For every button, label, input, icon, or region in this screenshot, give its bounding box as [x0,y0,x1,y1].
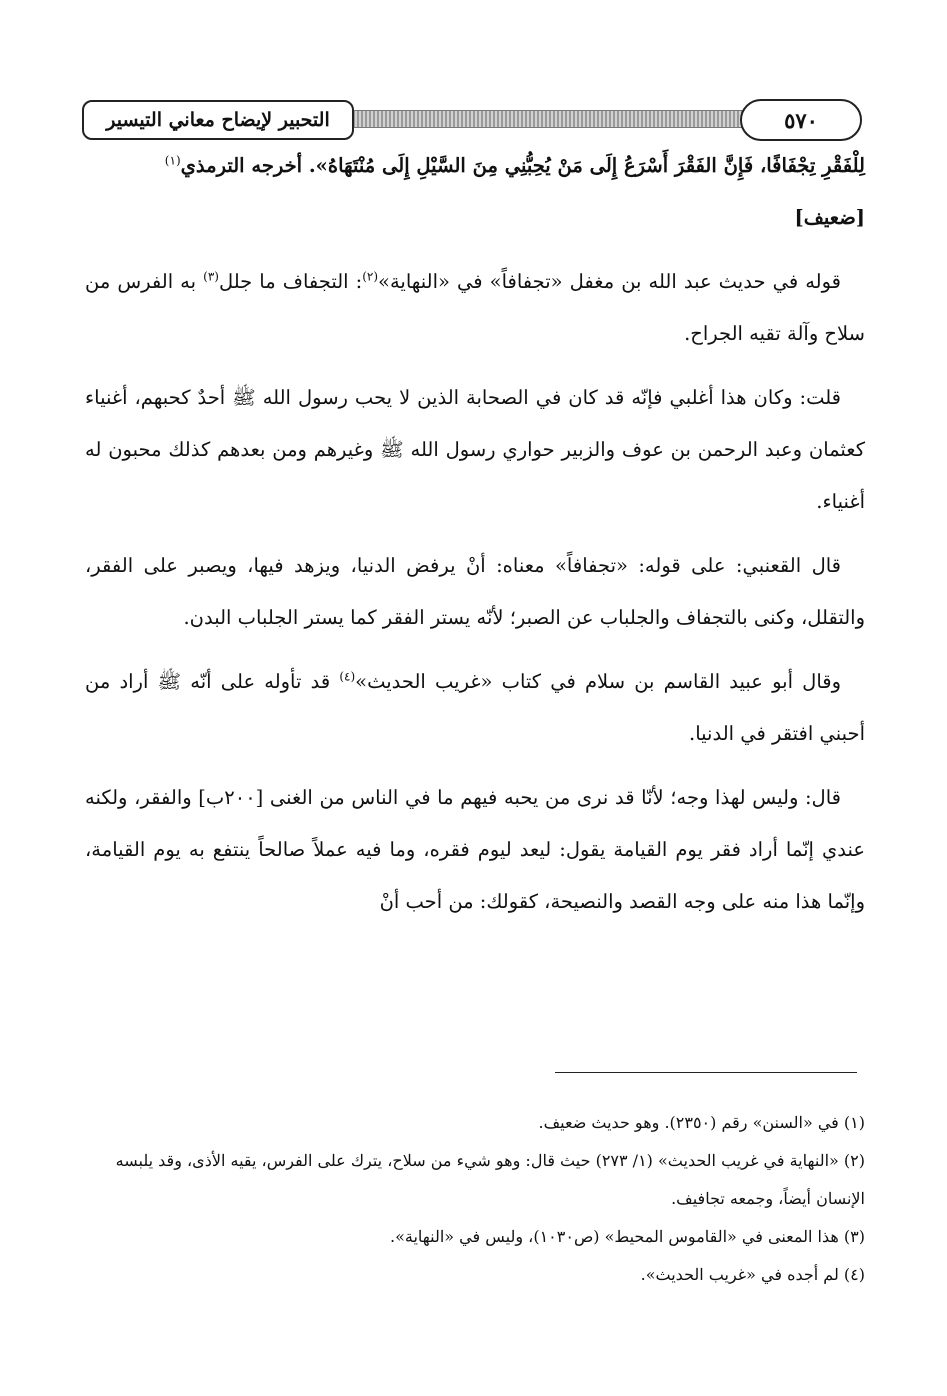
footnote-ref: (٤) [339,669,356,684]
footnote-2: (٢) «النهاية في غريب الحديث» (١/ ٢٧٣) حيث قال: وهو شيء من سلاح، يترك على الفرس، يقيه الأذى، وقد يلبسه الإنسان أيضاً، وجمعه تجافيف. [115,1151,865,1208]
main-text [85,140,865,940]
page-header [82,97,862,143]
text-segment: وقال أبو عبيد القاسم بن سلام في كتاب «غريب الحديث» [355,670,841,693]
page-number: ٥٧٠ [740,99,862,141]
footnote-ref: (٢) [362,269,379,284]
paragraph-hadith-end [85,140,865,244]
hadith-grade: [ضعيف] [794,206,865,229]
book-title: التحبير لإيضاح معاني التيسير [82,100,354,140]
paragraph-qala: قال: وليس لهذا وجه؛ لأنّا قد نرى من يحبه فيهم ما في الناس من الغنى [٢٠٠ب] والفقر، ولكنه عندي إنّما أراد فقر يوم القيامة يقول: ليعد ليوم فقره، وما فيه عملاً صالحاً ينتفع به يوم القيامة، وإنّما هذا منه على وجه القصد والنصيحة، كقولك: من أحب أنْ [85,786,865,913]
footnote-3: (٣) هذا المعنى في «القاموس المحيط» (ص١٠٣٠)، وليس في «النهاية». [389,1227,865,1246]
footnote-1: (١) في «السنن» رقم (٢٣٥٠). وهو حديث ضعيف. [538,1113,865,1132]
paragraph-qanabi: قال القعنبي: على قوله: «تجفافاً» معناه: أنْ يرفض الدنيا، ويزهد فيها، ويصبر على الفقر، والتقلل، وكنى بالتجفاف والجلباب عن الصبر؛ لأنّه يستر الفقر كما يستر الجلباب البدن. [85,554,865,629]
paragraph-abu-ubaid [85,656,865,760]
paragraph-tajfaf [85,256,865,360]
paragraph-qultu: قلت: وكان هذا أغلبي فإنّه قد كان في الصحابة الذين لا يحب رسول الله ﷺ أحدٌ كحبهم، أغنياء كعثمان وعبد الرحمن بن عوف والزبير حواري رسول الله ﷺ وغيرهم ومن بعدهم كذلك محبون له أغنياء. [85,386,865,513]
hadith-text: لِلْفَقْرِ تِجْفَافًا، فَإِنَّ الفَقْرَ أَسْرَعُ إِلَى مَنْ يُحِبُّنِي مِنَ السَّيْلِ إِلَى مُنْتَهَاهُ». أخرجه الترمذي [180,154,865,177]
header-band [337,110,752,128]
text-segment: قد تأوله على أنّه ﷺ أراد من أحبني افتقر في الدنيا. [85,670,865,745]
footnote-ref: (١) [164,153,181,168]
text-segment: قوله في حديث عبد الله بن مغفل «تجفافاً» في «النهاية» [378,270,841,293]
footnote-separator [555,1072,857,1073]
footnote-4: (٤) لم أجده في «غريب الحديث». [640,1265,865,1284]
text-segment: : التجفاف ما جلل [218,270,363,293]
footnotes [85,1104,865,1294]
text-segment: به الفرس من سلاح وآلة تقيه الجراح. [85,270,865,345]
footnote-ref: (٣) [203,269,219,284]
